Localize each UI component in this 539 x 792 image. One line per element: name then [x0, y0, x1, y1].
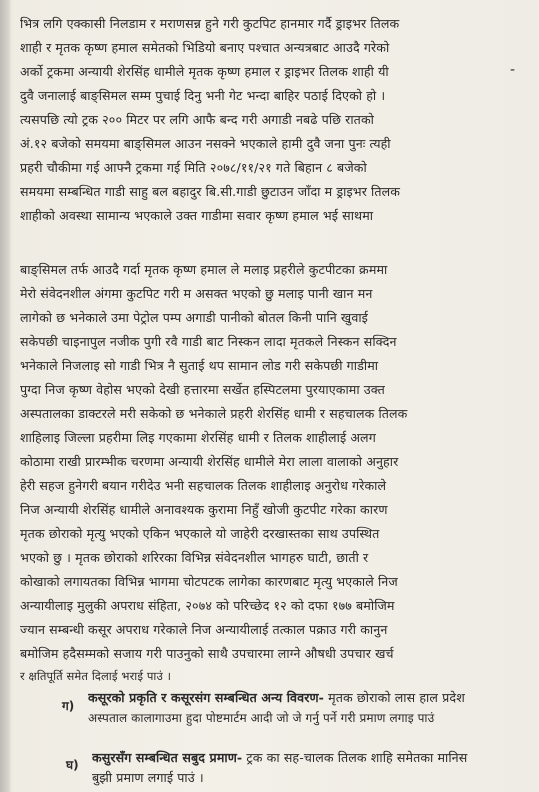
section-g-text: मृतक छोराको लास हाल प्रदेश	[324, 690, 465, 705]
stray-pen-mark: -	[510, 62, 516, 78]
document-line: भित्र लगि एक्कासी निलडाम र मराणसन्न हुने गरी कुटपिट हानमार गर्दै ड्राइभर तिलक	[20, 16, 400, 31]
document-line: र क्षतिपूर्ति समेत दिलाई भराई पाउं ।	[20, 669, 172, 683]
document-line: अं.१२ बजेको समयमा बाङ्सिमल आउन नसक्ने भएकाले हामी दुवै जना पुनः त्यही	[20, 136, 391, 151]
document-line: भनेकाले निजलाइ सो गाडी भित्र नै सुताई थप सामान लोड गरी सकेपछी गाडीमा	[20, 358, 379, 373]
document-line: दुवै जनालाई बाङ्सिमल सम्म पुचाई दिनु भनी गेट भन्दा बाहिर पठाई दिएको हो ।	[20, 88, 386, 103]
document-line: अर्को ट्रकमा अन्यायी शेरसिंह धामीले मृतक कृष्ण हमाल र ड्राइभर तिलक शाही यी	[20, 64, 389, 79]
document-line: शाहिलाइ जिल्ला प्रहरीमा लिइ गएकामा शेरसिंह धामी र तिलक शाहीलाई अलग	[20, 430, 376, 445]
document-line: समयमा सम्बन्धित गाडी साहु बल बहादुर बि.सी.गाडी छुटाउन जाँदा म ड्राइभर तिलक	[20, 184, 401, 199]
document-line: अस्पतालका डाक्टरले मरी सकेको छ भनेकाले प्रहरी शेरसिंह धामी र सहचालक तिलक	[20, 406, 408, 421]
section-gh-text: ट्रक का सह-चालक तिलक शाहि समेतका मानिस	[242, 750, 468, 765]
section-g-continuation: अस्पताल कालागाउमा हुदा पोष्टमार्टम आदी जो जे गर्नु पर्ने गरी प्रमाण लगाइ पाउं	[88, 711, 435, 725]
page-binding-shadow	[0, 0, 10, 792]
document-line: अन्यायीलाइ मुलुकी अपराध संहिता, २०७४ को परिच्छेद १२ को दफा १७७ बमोजिम	[20, 598, 395, 613]
document-line: मृतक छोराको मृत्यु भएको एकिन भएकाले यो जाहेरी दरखास्तका साथ उपस्थित	[20, 526, 380, 541]
document-line: कोखाको लगायतका विभिन्न भागमा चोटपटक लागेका कारणबाट मृत्यु भएकाले निज	[20, 574, 398, 589]
document-line: सकेपछी चाइनापुल नजीक पुगी रवै गाडी बाट निस्कन लादा मृतकले निस्कन सक्दिन	[20, 334, 397, 349]
document-line: लागेको छ भनेकाले उमा पेट्रोल पम्प अगाडी पानीको बोतल किनी पानि खुवाई	[20, 310, 368, 325]
document-line: कोठामा राखी प्रारम्भीक चरणमा अन्यायी शेरसिंह धामीले मेरा लाला वालाको अनुहार	[20, 454, 399, 469]
section-g-line	[88, 690, 529, 706]
document-line: शाही र मृतक कृष्ण हमाल समेतको भिडियो बनाए पश्चात अन्यत्रबाट आउदै गरेको	[20, 40, 390, 55]
document-line: भएको छु । मृतक छोराको शरिरका विभिन्न संवेदनशील भागहरु घाटी, छाती र	[20, 550, 369, 565]
document-line: प्रहरी चौकीमा गई आफ्नै ट्रकमा गई मिति २०७८/११/२१ गते बिहान ८ बजेको	[20, 160, 367, 175]
section-gh-label: कसुरसँग सम्बन्धित सबुद प्रमाण-	[92, 750, 243, 765]
document-line: निज अन्यायी शेरसिंह धामीले अनावश्यक कुरामा निहुँ खोजी कुटपीट गरेका कारण	[20, 502, 388, 517]
section-gh-line	[92, 750, 529, 766]
document-line: त्यसपछि त्यो ट्रक २०० मिटर पर लगि आफै बन्द गरी अगाडी नबढे पछि रातको	[20, 112, 374, 127]
section-gh-continuation: बुझी प्रमाण लगाई पाउं ।	[92, 770, 204, 785]
document-line: मेरो संवेदनशील अंगमा कुटपिट गरी म असक्त भएको छु मलाइ पानी खान मन	[20, 286, 373, 301]
document-line: बाङ्सिमल तर्फ आउदै गर्दा मृतक कृष्ण हमाल ले मलाइ प्रहरीले कुटपीटका क्रममा	[20, 262, 388, 277]
document-line: ज्यान सम्बन्धी कसूर अपराध गरेकाले निज अन्यायीलाई तत्काल पक्राउ गरी कानुन	[20, 622, 388, 637]
document-line: बमोजिम हदैसम्मको सजाय गरी पाउनुको साथै उपचारमा लाग्ने औषधी उपचार खर्च	[20, 646, 394, 661]
document-line: शाहीको अवस्था सामान्य भएकाले उक्त गाडीमा सवार कृष्ण हमाल भई साथमा	[20, 208, 374, 223]
section-marker: ग)	[62, 699, 75, 713]
section-g-label: कसूरको प्रकृति र कसूरसंग सम्बन्धित अन्य विवरण-	[88, 690, 325, 705]
document-line: हेरी सहज हुनेगरी बयान गरीदेउ भनी सहचालक तिलक शाहीलाइ अनुरोध गरेकाले	[20, 478, 387, 493]
document-line: पुग्दा निज कृष्ण वेहोस भएको देखी हत्तारमा सर्खेत हस्पिटलमा पुरयाएकामा उक्त	[20, 382, 385, 397]
section-marker: घ)	[66, 758, 79, 772]
